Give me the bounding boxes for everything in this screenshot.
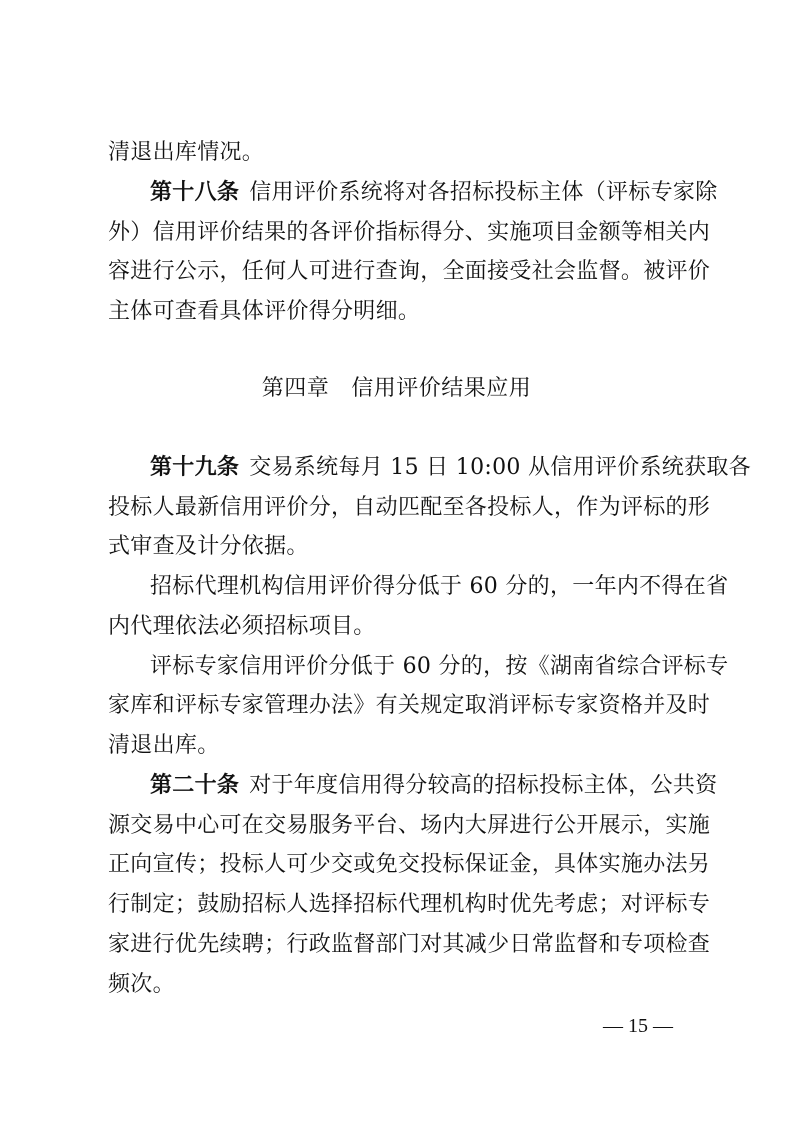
article-19-line-3: 式审查及计分依据。 — [108, 534, 309, 559]
agency-paragraph-line-2: 内代理依法必须招标项目。 — [108, 614, 376, 639]
article-20-line-2: 源交易中心可在交易服务平台、场内大屏进行公开展示，实施 — [108, 813, 711, 838]
article-19-line-1 — [150, 453, 751, 483]
article-20-label: 第二十条 — [150, 773, 240, 798]
agency-paragraph-line-1: 招标代理机构信用评价得分低于 60 分的，一年内不得在省 — [150, 574, 729, 599]
article-19-text-1: 交易系统每月 15 日 10:00 从信用评价系统获取各 — [249, 455, 751, 480]
page-number: — 15 — — [603, 1015, 673, 1037]
article-18-line-1 — [150, 178, 718, 208]
chapter-number: 第四章 — [261, 376, 330, 401]
chapter-heading — [0, 374, 793, 404]
article-18-line-4: 主体可查看具体评价得分明细。 — [108, 299, 421, 324]
article-20-line-5: 家进行优先续聘；行政监督部门对其减少日常监督和专项检查 — [108, 932, 711, 957]
article-18-label: 第十八条 — [150, 180, 240, 205]
article-18-text-1: 信用评价系统将对各招标投标主体（评标专家除 — [249, 180, 718, 205]
expert-paragraph-line-2: 家库和评标专家管理办法》有关规定取消评标专家资格并及时 — [108, 693, 711, 718]
article-20-line-1 — [150, 771, 718, 801]
article-18-line-3: 容进行公示，任何人可进行查询，全面接受社会监督。被评价 — [108, 259, 711, 284]
article-19-line-2: 投标人最新信用评价分，自动匹配至各投标人，作为评标的形 — [108, 495, 711, 520]
article-20-text-1: 对于年度信用得分较高的招标投标主体，公共资 — [249, 773, 718, 798]
article-20-line-3: 正向宣传；投标人可少交或免交投标保证金，具体实施办法另 — [108, 852, 711, 877]
expert-paragraph-line-1: 评标专家信用评价分低于 60 分的，按《湖南省综合评标专 — [150, 654, 729, 679]
chapter-title: 信用评价结果应用 — [351, 376, 532, 401]
article-20-line-4: 行制定；鼓励招标人选择招标代理机构时优先考虑；对评标专 — [108, 892, 711, 917]
expert-paragraph-line-3: 清退出库。 — [108, 733, 220, 758]
article-20-line-6: 频次。 — [108, 972, 175, 997]
article-19-label: 第十九条 — [150, 455, 240, 480]
continuation-line: 清退出库情况。 — [108, 140, 265, 165]
article-18-line-2: 外）信用评价结果的各评价指标得分、实施项目金额等相关内 — [108, 220, 711, 245]
